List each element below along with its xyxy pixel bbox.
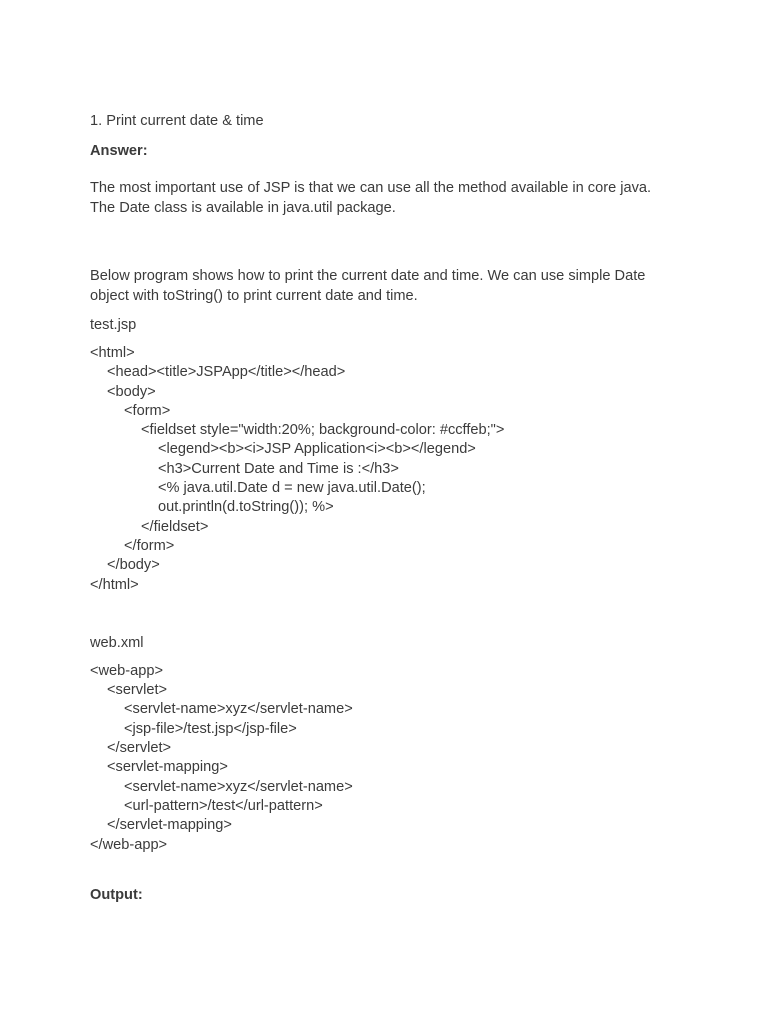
code-line: <body> xyxy=(107,383,156,400)
code-line: <h3>Current Date and Time is :</h3> xyxy=(158,460,399,477)
code-line: <servlet> xyxy=(107,682,168,699)
code-line: <jsp-file>/test.jsp</jsp-file> xyxy=(124,720,297,737)
code-line: <fieldset style="width:20%; background-color: #ccffeb;"> xyxy=(141,422,505,439)
code-line: </fieldset> xyxy=(141,518,209,535)
document-page xyxy=(90,111,690,905)
code-line: <% java.util.Date d = new java.util.Date(); xyxy=(158,480,426,497)
code-line: </html> xyxy=(90,576,139,593)
jsp-filename: test.jsp xyxy=(90,317,137,333)
code-line: <servlet-mapping> xyxy=(107,759,228,776)
intro-line: The most important use of JSP is that we can use all the method available in core java. xyxy=(90,180,652,196)
code-line: <form> xyxy=(124,402,171,419)
intro-paragraph xyxy=(90,179,690,218)
output-label: Output: xyxy=(90,886,143,903)
code-line: </servlet-mapping> xyxy=(107,817,232,834)
xml-filename: web.xml xyxy=(90,634,144,651)
program-description-line: Below program shows how to print the current date and time. We can use simple Date xyxy=(90,268,646,284)
jsp-code-block xyxy=(90,344,690,595)
answer-label: Answer: xyxy=(90,143,148,159)
code-line: <servlet-name>xyz</servlet-name> xyxy=(124,701,353,718)
code-line: out.println(d.toString()); %> xyxy=(158,499,334,516)
code-line: <web-app> xyxy=(90,662,164,679)
code-line: <html> xyxy=(90,345,135,361)
program-description-line: object with toString() to print current date and time. xyxy=(90,287,418,304)
code-line: </servlet> xyxy=(107,740,172,757)
intro-line: The Date class is available in java.util package. xyxy=(90,199,396,216)
code-line: </web-app> xyxy=(90,836,168,853)
code-line: <url-pattern>/test</url-pattern> xyxy=(124,797,323,814)
code-line: </body> xyxy=(107,557,160,574)
question-heading: 1. Print current date & time xyxy=(90,113,264,129)
code-line: </form> xyxy=(124,537,175,554)
code-line: <head><title>JSPApp</title></head> xyxy=(107,364,346,381)
code-line: <servlet-name>xyz</servlet-name> xyxy=(124,778,353,795)
program-description xyxy=(90,267,690,306)
code-line: <legend><b><i>JSP Application<i><b></legend> xyxy=(158,441,476,458)
xml-code-block xyxy=(90,662,690,855)
